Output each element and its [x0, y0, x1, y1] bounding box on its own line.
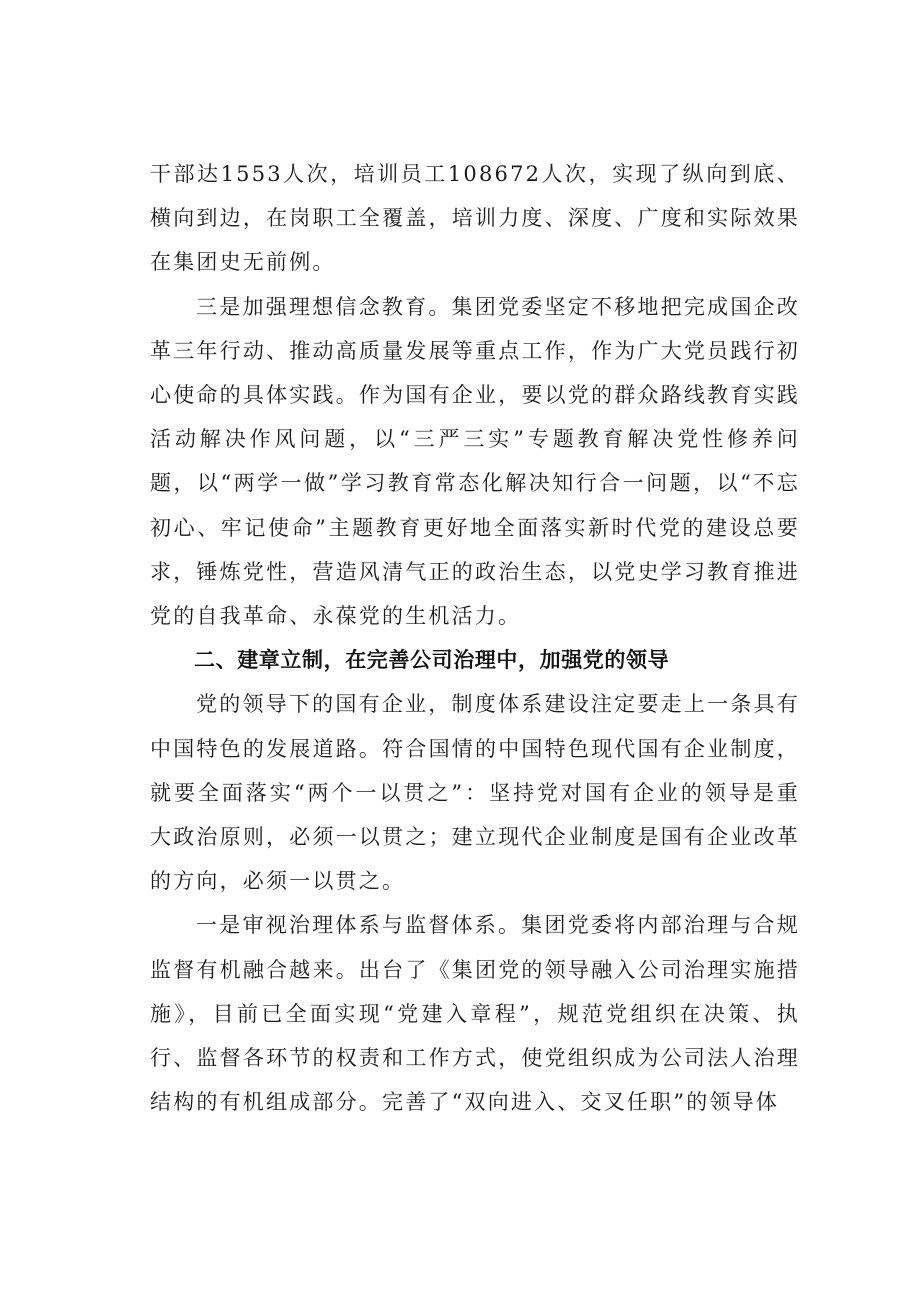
document-body — [150, 152, 800, 1124]
paragraph-training-stats: 干部达1553人次，培训员工108672人次，实现了纵向到底、横向到边，在岗职工全覆盖，培训力度、深度、广度和实际效果在集团史无前例。 — [150, 162, 800, 275]
paragraph-governance-supervision: 一是审视治理体系与监督体系。集团党委将内部治理与合规监督有机融合越来。出台了《集团党的领导融入公司治理实施措施》，目前已全面实现“党建入章程”，规范党组织在决策、执行、监督各环节的权责和工作方式，使党组织成为公司法人治理结构的有机组成部分。完善了“双向进入、交叉任职”的领导体 — [150, 913, 800, 1115]
paragraph-ideals-education: 三是加强理想信念教育。集团党委坚定不移地把完成国企改革三年行动、推动高质量发展等重点工作，作为广大党员践行初心使命的具体实践。作为国有企业，要以党的群众路线教育实践活动解决作风问题，以“三严三实”专题教育解决党性修养问题，以“两学一做”学习教育常态化解决知行合一问题，以“不忘初心、牢记使命”主题教育更好地全面落实新时代党的建设总要求，锤炼党性，营造风清气正的政治生态，以党史学习教育推进党的自我革命、永葆党的生机活力。 — [150, 294, 800, 629]
section-heading-governance: 二、建章立制，在完善公司治理中，加强党的领导 — [194, 648, 670, 673]
paragraph-institutional-system: 党的领导下的国有企业，制度体系建设注定要走上一条具有中国特色的发展道路。符合国情的中国特色现代国有企业制度，就要全面落实“两个一以贯之”：坚持党对国有企业的领导是重大政治原则，必须一以贯之；建立现代企业制度是国有企业改革的方向，必须一以贯之。 — [150, 692, 800, 894]
